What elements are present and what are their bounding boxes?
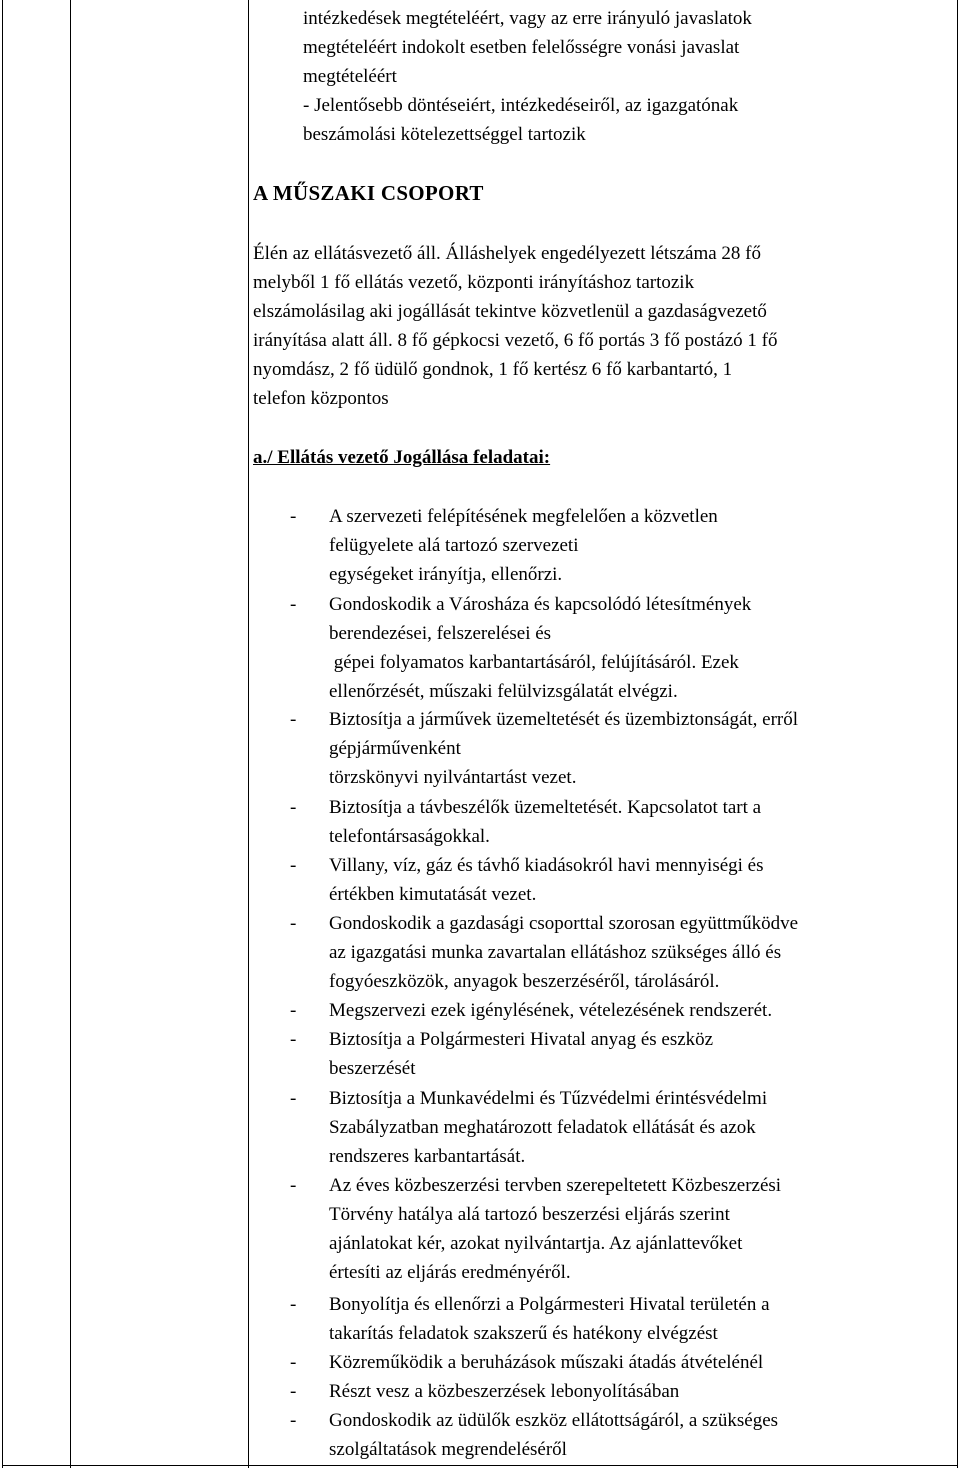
bullet-dash: - bbox=[290, 1000, 297, 1021]
section-paragraph-line: irányítása alatt áll. 8 fő gépkocsi vezető, 6 fő portás 3 fő postázó 1 fő bbox=[253, 330, 778, 351]
duty-line: Bonyolítja és ellenőrzi a Polgármesteri Hivatal területén a bbox=[329, 1294, 770, 1315]
bullet-dash: - bbox=[290, 594, 297, 615]
duty-line: Biztosítja a távbeszélők üzemeltetését. Kapcsolatot tart a bbox=[329, 797, 762, 818]
section-paragraph-line: Élén az ellátásvezető áll. Álláshelyek engedélyezett létszáma 28 fő bbox=[253, 243, 762, 264]
duty-line: telefontársaságokkal. bbox=[329, 826, 490, 847]
bullet-dash: - bbox=[290, 1088, 297, 1109]
section-paragraph-line: nyomdász, 2 fő üdülő gondnok, 1 fő kertész 6 fő karbantartó, 1 bbox=[253, 359, 733, 380]
duty-line: Gondoskodik a gazdasági csoporttal szorosan együttműködve bbox=[329, 913, 799, 934]
duty-line: értesíti az eljárás eredményéről. bbox=[329, 1262, 571, 1283]
duty-line: az igazgatási munka zavartalan ellátáshoz szükséges álló és bbox=[329, 942, 782, 963]
duty-line: Gondoskodik a Városháza és kapcsolódó létesítmények bbox=[329, 594, 752, 615]
duty-line: Villany, víz, gáz és távhő kiadásokról havi mennyiségi és bbox=[329, 855, 764, 876]
bullet-dash: - bbox=[290, 1381, 297, 1402]
table-left-border bbox=[2, 0, 3, 1468]
bullet-dash: - bbox=[290, 1352, 297, 1373]
section-paragraph-line: telefon központos bbox=[253, 388, 389, 409]
duty-line: szolgáltatások megrendeléséről bbox=[329, 1439, 567, 1460]
duty-line: ellenőrzését, műszaki felülvizsgálatát elvégzi. bbox=[329, 681, 678, 702]
duty-line: A szervezeti felépítésének megfelelően a közvetlen bbox=[329, 506, 718, 527]
intro-line: megtételéért bbox=[303, 66, 397, 87]
bullet-dash: - bbox=[290, 1294, 297, 1315]
duty-line: Biztosítja a Polgármesteri Hivatal anyag és eszköz bbox=[329, 1029, 714, 1050]
duty-line: törzskönyvi nyilvántartást vezet. bbox=[329, 767, 577, 788]
column-divider-1 bbox=[70, 0, 71, 1468]
bullet-dash: - bbox=[290, 797, 297, 818]
duty-line: Az éves közbeszerzési tervben szerepeltetett Közbeszerzési bbox=[329, 1175, 782, 1196]
duty-line: beszerzését bbox=[329, 1058, 416, 1079]
table-right-border bbox=[957, 0, 958, 1468]
duty-line: gépjárművenként bbox=[329, 738, 461, 759]
bullet-dash: - bbox=[290, 913, 297, 934]
duty-line: Biztosítja a Munkavédelmi és Tűzvédelmi érintésvédelmi bbox=[329, 1088, 768, 1109]
column-divider-2 bbox=[248, 0, 249, 1468]
duty-line: Megszervezi ezek igénylésének, vételezésének rendszerét. bbox=[329, 1000, 773, 1021]
section-paragraph-line: melyből 1 fő ellátás vezető, központi irányításhoz tartozik bbox=[253, 272, 695, 293]
duty-line: ajánlatokat kér, azokat nyilvántartja. Az ajánlattevőket bbox=[329, 1233, 743, 1254]
duty-line: gépei folyamatos karbantartásáról, felújításáról. Ezek bbox=[329, 652, 739, 673]
intro-line: intézkedések megtételéért, vagy az erre irányuló javaslatok bbox=[303, 8, 752, 29]
duty-line: Részt vesz a közbeszerzések lebonyolításában bbox=[329, 1381, 680, 1402]
section-heading: A MŰSZAKI CSOPORT bbox=[253, 181, 484, 205]
subsection-heading: a./ Ellátás vezető Jogállása feladatai: bbox=[253, 447, 551, 468]
duty-line: Törvény hatálya alá tartozó beszerzési eljárás szerint bbox=[329, 1204, 730, 1225]
duty-line: fogyóeszközök, anyagok beszerzéséről, tárolásáról. bbox=[329, 971, 720, 992]
bullet-dash: - bbox=[290, 1029, 297, 1050]
section-paragraph-line: elszámolásilag aki jogállását tekintve közvetlenül a gazdaságvezető bbox=[253, 301, 767, 322]
duty-line: Gondoskodik az üdülők eszköz ellátottságáról, a szükséges bbox=[329, 1410, 779, 1431]
intro-line: megtételéért indokolt esetben felelősségre vonási javaslat bbox=[303, 37, 740, 58]
duty-line: Biztosítja a járművek üzemeltetését és üzembiztonságát, erről bbox=[329, 709, 799, 730]
duty-line: egységeket irányítja, ellenőrzi. bbox=[329, 564, 563, 585]
bullet-dash: - bbox=[290, 1175, 297, 1196]
duty-line: Szabályzatban meghatározott feladatok ellátását és azok bbox=[329, 1117, 756, 1138]
intro-line: beszámolási kötelezettséggel tartozik bbox=[303, 124, 586, 145]
bullet-dash: - bbox=[290, 1410, 297, 1431]
duty-line: berendezései, felszerelései és bbox=[329, 623, 552, 644]
duty-line: takarítás feladatok szakszerű és hatékony elvégzést bbox=[329, 1323, 718, 1344]
table-bottom-border bbox=[2, 1465, 958, 1466]
bullet-dash: - bbox=[290, 855, 297, 876]
bullet-dash: - bbox=[290, 709, 297, 730]
intro-line: - Jelentősebb döntéseiért, intézkedéseiről, az igazgatónak bbox=[303, 95, 739, 116]
duty-line: felügyelete alá tartozó szervezeti bbox=[329, 535, 579, 556]
bullet-dash: - bbox=[290, 506, 297, 527]
duty-line: Közreműködik a beruházások műszaki átadás átvételénél bbox=[329, 1352, 764, 1373]
duty-line: rendszeres karbantartását. bbox=[329, 1146, 526, 1167]
duty-line: értékben kimutatását vezet. bbox=[329, 884, 537, 905]
